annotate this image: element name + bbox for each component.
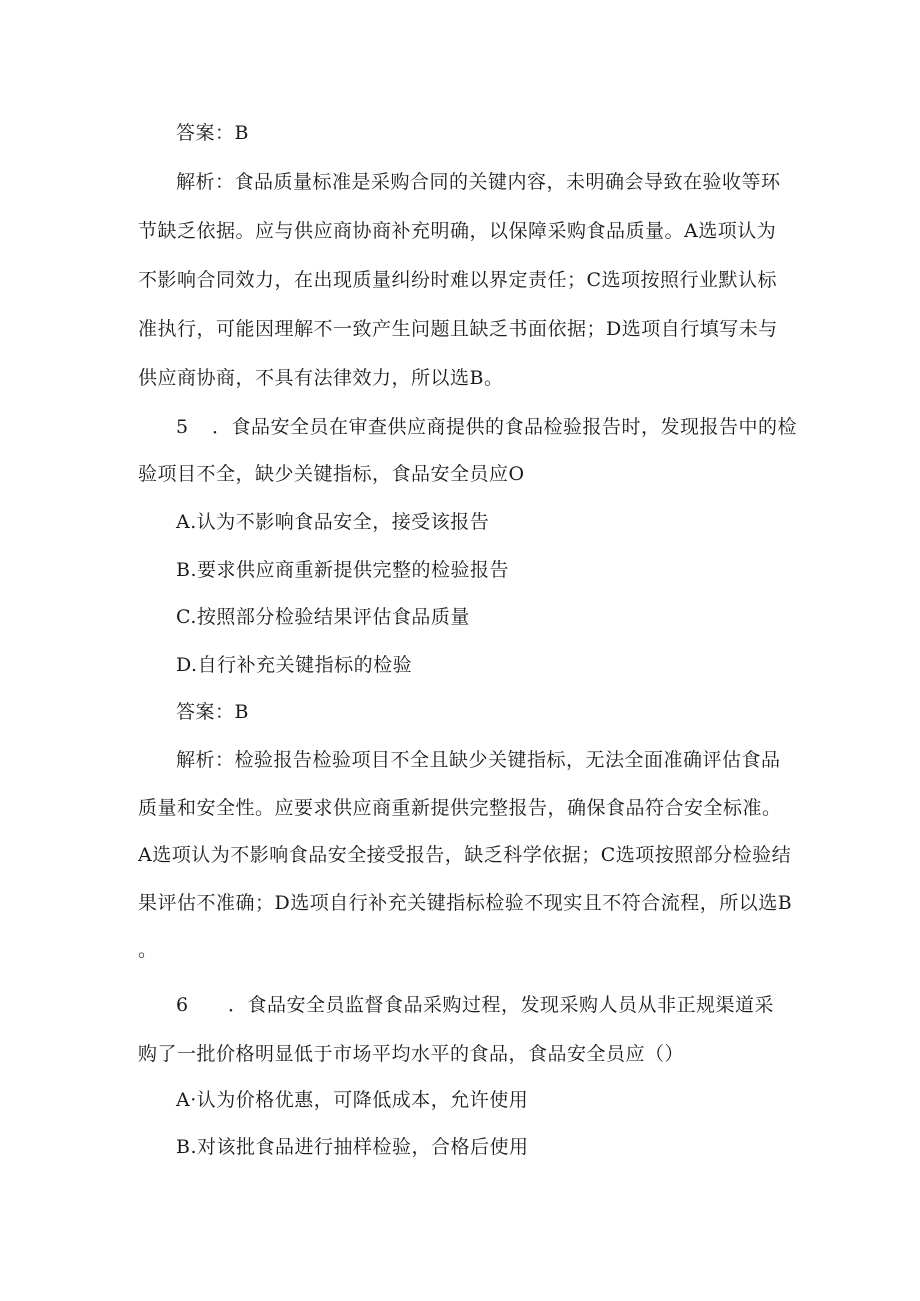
q5-stem-line: 验项目不全，缺少关键指标，食品安全员应O <box>138 463 525 485</box>
q5-option-c: C.按照部分检验结果评估食品质量 <box>176 606 470 628</box>
q6-stem-line: 购了一批价格明显低于市场平均水平的食品，食品安全员应（） <box>138 1043 685 1065</box>
q6-option-b: B.对该批食品进行抽样检验，合格后使用 <box>176 1136 529 1158</box>
q5-explanation-line: A选项认为不影响食品安全接受报告，缺乏科学依据；C选项按照部分检验结 <box>138 844 792 866</box>
q5-option-b: B.要求供应商重新提供完整的检验报告 <box>176 559 510 581</box>
q4-explanation-line: 准执行，可能因理解不一致产生问题且缺乏书面依据；D选项自行填写未与 <box>138 318 778 340</box>
q5-stem <box>176 415 797 439</box>
q5-option-d: D.自行补充关键指标的检验 <box>176 654 413 676</box>
q4-explanation-line: 节缺乏依据。应与供应商协商补充明确，以保障采购食品质量。A选项认为 <box>138 220 777 242</box>
q5-answer: 答案：B <box>176 701 249 723</box>
q4-explanation-line: 供应商协商，不具有法律效力，所以选B。 <box>138 367 504 389</box>
q5-number: 5 <box>176 416 189 438</box>
q6-stem-line: ．食品安全员监督食品采购过程，发现采购人员从非正规渠道采 <box>228 994 775 1016</box>
q5-option-a: A.认为不影响食品安全，接受该报告 <box>176 511 490 533</box>
q5-explanation-line: 质量和安全性。应要求供应商重新提供完整报告，确保食品符合安全标准。 <box>138 797 782 819</box>
q4-answer: 答案：B <box>176 122 249 144</box>
q4-explanation-line: 不影响合同效力，在出现质量纠纷时难以界定责任；C选项按照行业默认标 <box>138 269 778 291</box>
q5-stem-line: ．食品安全员在审查供应商提供的食品检验报告时，发现报告中的检 <box>212 416 798 438</box>
q6-stem <box>176 993 774 1017</box>
q5-explanation-line: 果评估不准确；D选项自行补充关键指标检验不现实且不符合流程，所以选B <box>138 892 793 914</box>
q6-option-a: A·认为价格优惠，可降低成本，允许使用 <box>176 1089 529 1111</box>
q4-explanation-line: 解析：食品质量标准是采购合同的关键内容，未明确会导致在验收等环 <box>176 171 781 193</box>
q5-explanation-line: 解析：检验报告检验项目不全且缺少关键指标，无法全面准确评估食品 <box>176 749 781 771</box>
q5-explanation-line: 。 <box>138 939 158 961</box>
q6-number: 6 <box>176 994 189 1016</box>
